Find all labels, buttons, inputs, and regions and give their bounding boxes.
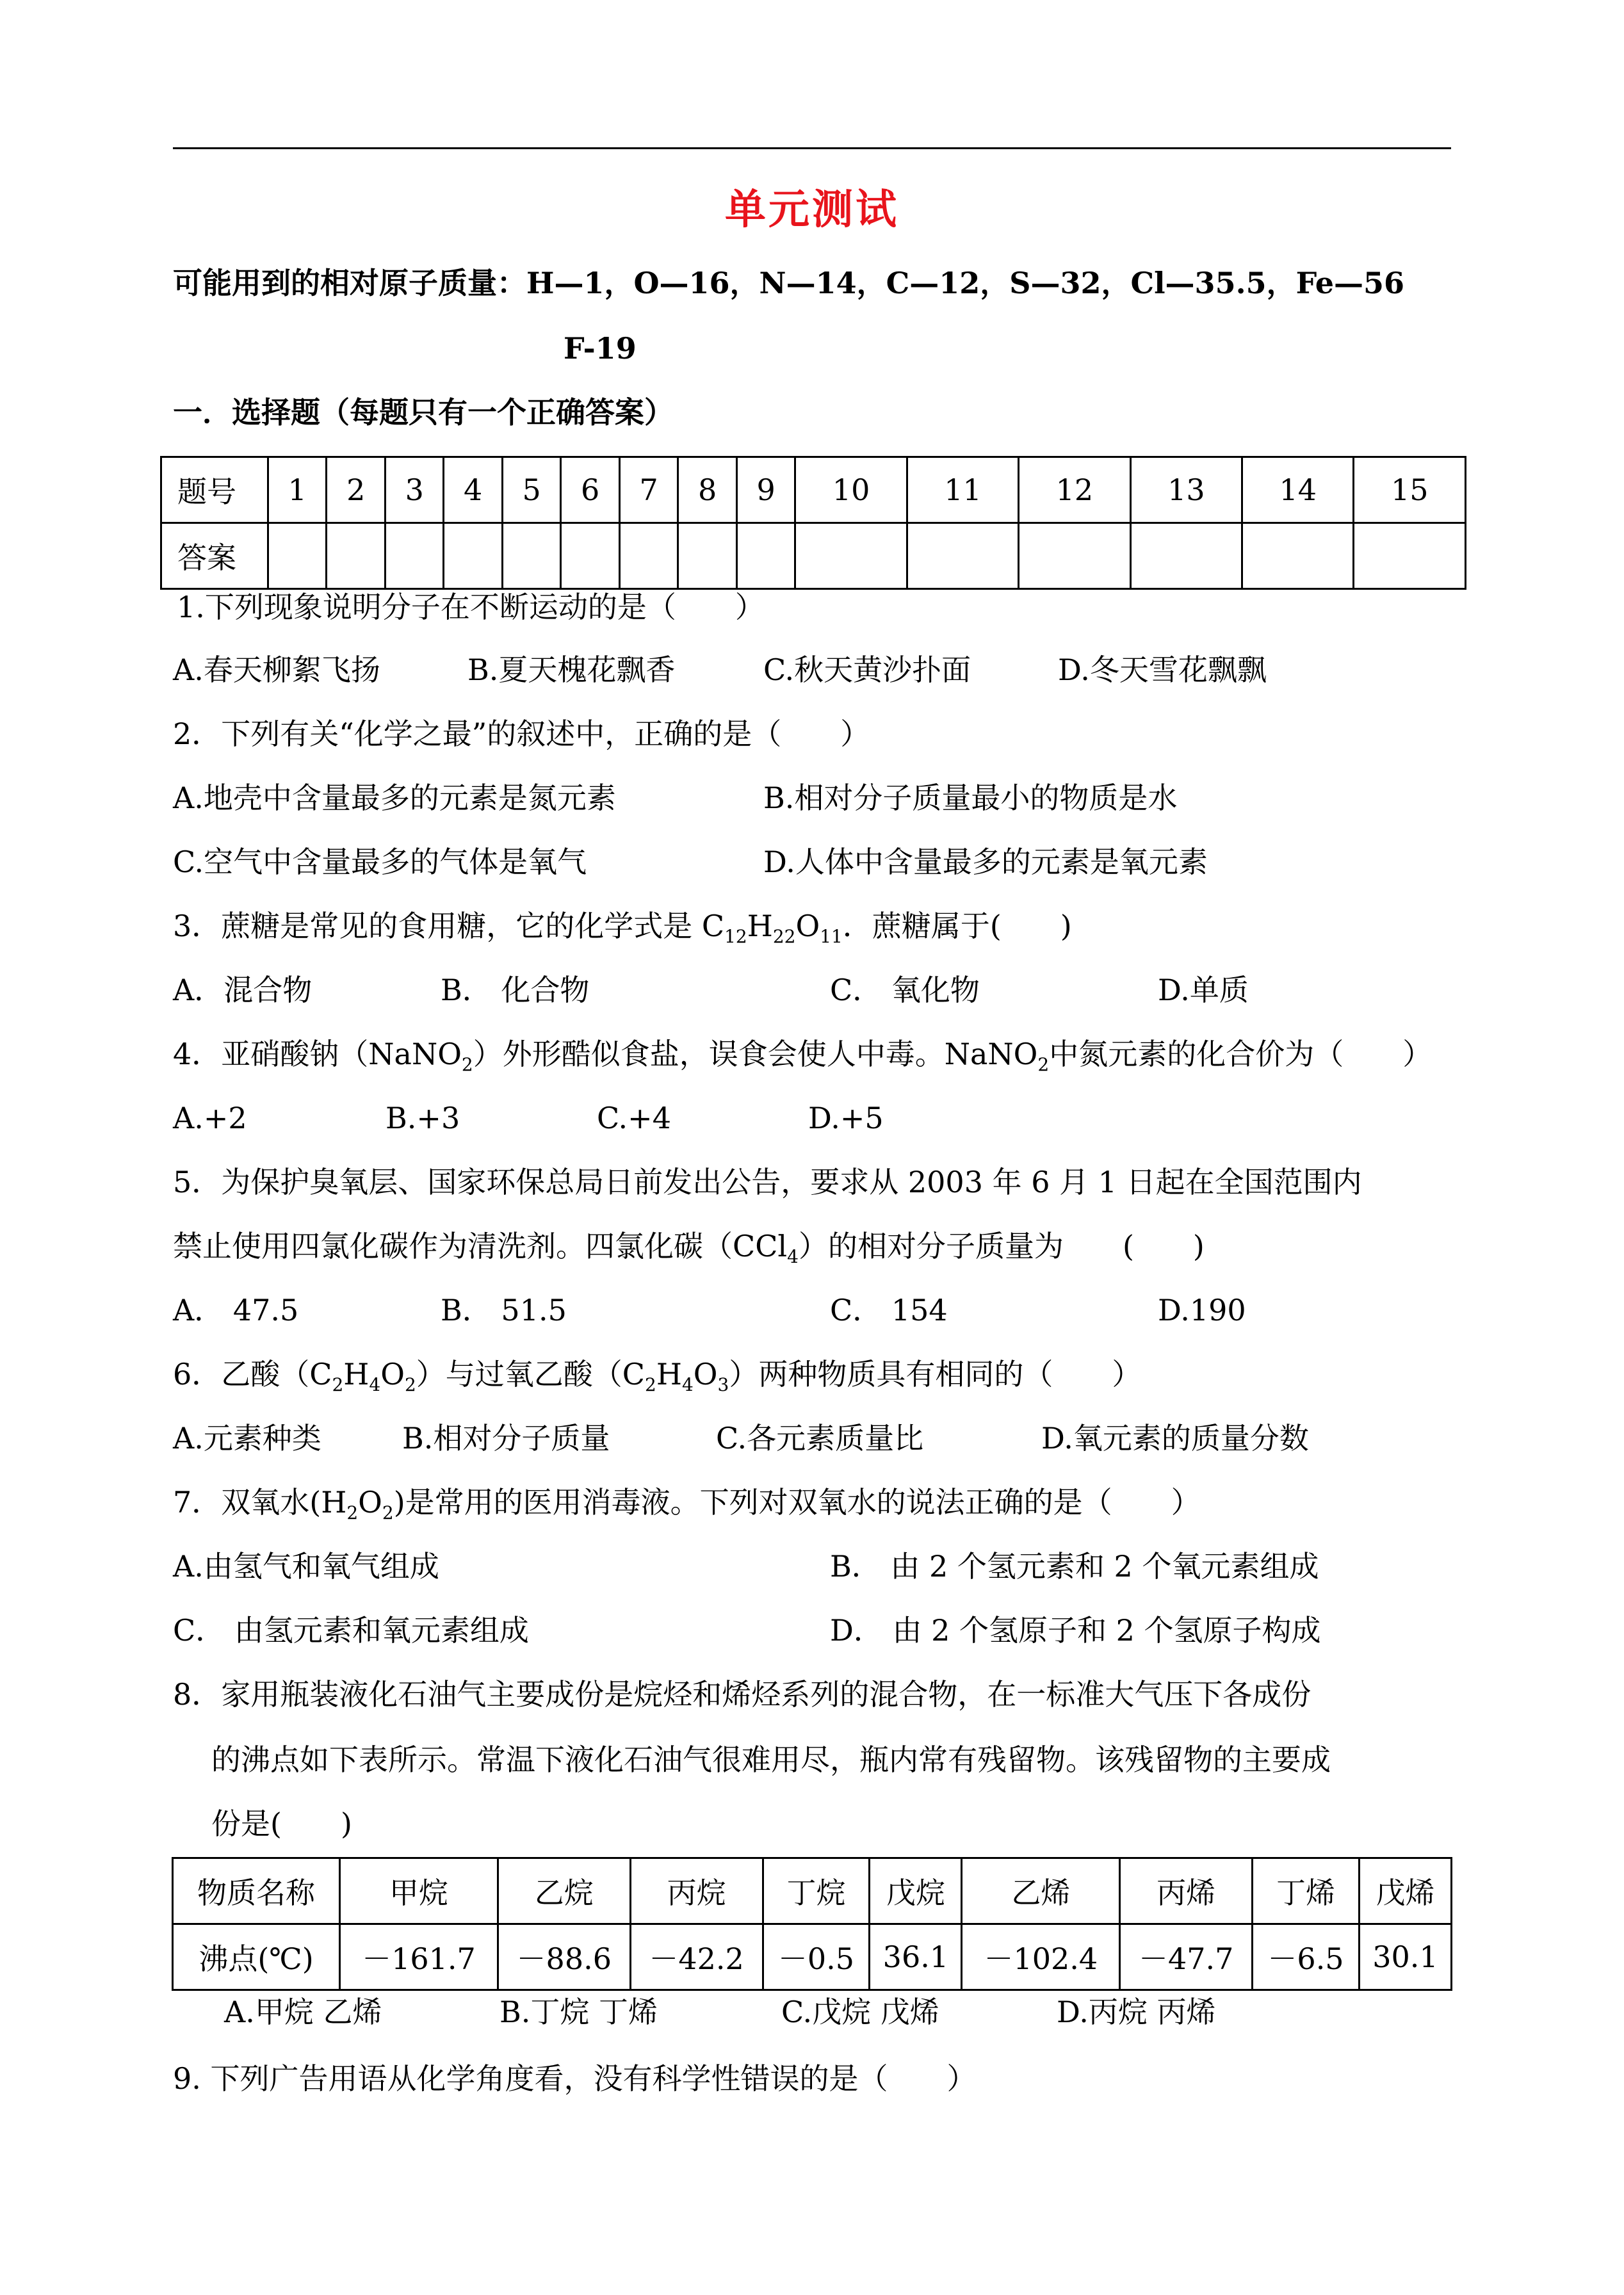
bp-table-value-cell: －6.5 bbox=[1253, 1924, 1360, 1990]
bp-table-value-cell: 30.1 bbox=[1359, 1924, 1451, 1990]
bp-table-name-cell: 丁烯 bbox=[1253, 1858, 1360, 1924]
bp-table-name-cell: 戊烯 bbox=[1359, 1858, 1451, 1924]
q7-option-c[interactable]: C． 由氢元素和氧元素组成 bbox=[173, 1613, 529, 1648]
q2-option-d[interactable]: D.人体中含量最多的元素是氧元素 bbox=[763, 845, 1208, 879]
answer-cell[interactable] bbox=[619, 523, 678, 589]
bp-table-value-cell: －88.6 bbox=[498, 1924, 630, 1990]
question-7-stem: 7．双氧水$(H_2O_2)$是常用的医用消毒液。下列对双氧水的说法正确的是（ ） bbox=[173, 1485, 1201, 1523]
question-number-cell: 10 bbox=[795, 457, 907, 523]
question-6-stem: 6．乙酸$(C_2H_4O_2)$与过氧乙酸$(C_2H_4O_3)$两种物质具有相同的（ ） bbox=[173, 1357, 1142, 1395]
bp-table-name-cell: 丙烯 bbox=[1120, 1858, 1253, 1924]
question-8-stem-line1: 8．家用瓶装液化石油气主要成份是烷烃和烯烃系列的混合物，在一标准大气压下各成份 bbox=[173, 1677, 1311, 1712]
q4-option-b[interactable]: B.+3 bbox=[386, 1101, 460, 1135]
q4-option-a[interactable]: A.+2 bbox=[173, 1101, 247, 1135]
q1-option-b[interactable]: B.夏天槐花飘香 bbox=[467, 653, 676, 687]
q3-option-c[interactable]: C． 氧化物 bbox=[830, 973, 980, 1007]
answer-cell[interactable] bbox=[327, 523, 385, 589]
bp-table-row1-label: 物质名称 bbox=[173, 1858, 340, 1924]
q7-option-b[interactable]: B． 由 2 个氢元素和 2 个氧元素组成 bbox=[830, 1549, 1319, 1584]
question-5-stem-line1: 5．为保护臭氧层、国家环保总局日前发出公告，要求从 2003 年 6 月 1 日起在全国范围内 bbox=[173, 1165, 1362, 1199]
question-number-cell: 6 bbox=[561, 457, 619, 523]
question-number-cell: 13 bbox=[1130, 457, 1242, 523]
q6-option-d[interactable]: D.氧元素的质量分数 bbox=[1041, 1421, 1309, 1456]
answer-cell[interactable] bbox=[385, 523, 443, 589]
boiling-point-table bbox=[172, 1857, 1452, 1991]
q3-option-d[interactable]: D.单质 bbox=[1158, 973, 1249, 1007]
bp-table-row2-label: 沸点(℃) bbox=[173, 1924, 340, 1990]
bp-table-value-cell: －0.5 bbox=[763, 1924, 870, 1990]
q3-option-b[interactable]: B． 化合物 bbox=[441, 973, 590, 1007]
answer-table-number-row bbox=[161, 457, 1466, 523]
q3-option-a[interactable]: A．混合物 bbox=[173, 973, 313, 1007]
q1-option-a[interactable]: A.春天柳絮飞扬 bbox=[173, 653, 380, 687]
question-number-cell: 3 bbox=[385, 457, 443, 523]
bp-table-value-cell: －42.2 bbox=[630, 1924, 763, 1990]
bp-table-name-cell: 丙烷 bbox=[630, 1858, 763, 1924]
answer-table-row2-label: 答案 bbox=[161, 523, 268, 589]
header-rule bbox=[173, 147, 1451, 149]
answer-cell[interactable] bbox=[1242, 523, 1354, 589]
atomic-masses-cont: F-19 bbox=[564, 331, 637, 366]
atomic-masses-label: 可能用到的相对原子质量：H—1，O—16，N—14，C—12，S—32，Cl—35.5，Fe—56 bbox=[173, 266, 1405, 300]
question-number-cell: 12 bbox=[1019, 457, 1130, 523]
question-1-stem: 1.下列现象说明分子在不断运动的是（ ） bbox=[177, 590, 765, 624]
bp-table-name-cell: 甲烷 bbox=[340, 1858, 498, 1924]
q4-option-d[interactable]: D.+5 bbox=[808, 1101, 884, 1135]
question-number-cell: 1 bbox=[268, 457, 327, 523]
bp-table-value-cell: －161.7 bbox=[340, 1924, 498, 1990]
q8-option-c[interactable]: C.戊烷 戊烯 bbox=[781, 1995, 939, 2029]
question-2-stem: 2．下列有关“化学之最”的叙述中，正确的是（ ） bbox=[173, 717, 870, 751]
q5-option-c[interactable]: C． 154 bbox=[830, 1293, 948, 1327]
question-number-cell: 4 bbox=[444, 457, 502, 523]
answer-table-row1-label: 题号 bbox=[161, 457, 268, 523]
question-number-cell: 2 bbox=[327, 457, 385, 523]
answer-cell[interactable] bbox=[795, 523, 907, 589]
answer-cell[interactable] bbox=[268, 523, 327, 589]
question-5-stem-line2: 禁止使用四氯化碳作为清洗剂。四氯化碳（CCl$_4$）的相对分子质量为 ( ) bbox=[173, 1229, 1205, 1267]
section-heading: 一．选择题（每题只有一个正确答案） bbox=[173, 395, 674, 430]
q6-option-b[interactable]: B.相对分子质量 bbox=[402, 1421, 610, 1456]
q2-option-b[interactable]: B.相对分子质量最小的物质是水 bbox=[763, 781, 1178, 815]
q5-option-d[interactable]: D.190 bbox=[1158, 1293, 1246, 1327]
question-number-cell: 15 bbox=[1354, 457, 1466, 523]
answer-table-answer-row bbox=[161, 523, 1466, 589]
answer-cell[interactable] bbox=[1354, 523, 1466, 589]
q8-option-d[interactable]: D.丙烷 丙烯 bbox=[1057, 1995, 1216, 2029]
question-4-stem: 4．亚硝酸钠（NaNO$_2$）外形酷似食盐，误食会使人中毒。NaNO$_2$中氮元素的化合价为（ ） bbox=[173, 1037, 1433, 1075]
q2-option-c[interactable]: C.空气中含量最多的气体是氧气 bbox=[173, 845, 587, 879]
question-3-stem: 3．蔗糖是常见的食用糖，它的化学式是 $C_{12}H_{22}O_{11}$．蔗糖属于( ) bbox=[173, 909, 1072, 947]
answer-table bbox=[160, 456, 1466, 590]
answer-cell[interactable] bbox=[736, 523, 795, 589]
answer-cell[interactable] bbox=[907, 523, 1018, 589]
bp-table-name-cell: 丁烷 bbox=[763, 1858, 870, 1924]
answer-cell[interactable] bbox=[1130, 523, 1242, 589]
q8-option-b[interactable]: B.丁烷 丁烯 bbox=[499, 1995, 658, 2029]
q7-option-a[interactable]: A.由氢气和氧气组成 bbox=[173, 1549, 439, 1584]
q7-option-d[interactable]: D． 由 2 个氢原子和 2 个氢原子构成 bbox=[830, 1613, 1321, 1648]
bp-table-name-cell: 乙烯 bbox=[962, 1858, 1120, 1924]
question-number-cell: 9 bbox=[736, 457, 795, 523]
bp-table-name-row bbox=[173, 1858, 1452, 1924]
question-number-cell: 5 bbox=[502, 457, 560, 523]
q2-option-a[interactable]: A.地壳中含量最多的元素是氮元素 bbox=[173, 781, 616, 815]
q6-option-c[interactable]: C.各元素质量比 bbox=[716, 1421, 924, 1456]
answer-cell[interactable] bbox=[678, 523, 736, 589]
question-number-cell: 11 bbox=[907, 457, 1018, 523]
answer-cell[interactable] bbox=[561, 523, 619, 589]
question-8-stem-line2: 的沸点如下表所示。常温下液化石油气很难用尽，瓶内常有残留物。该残留物的主要成 bbox=[211, 1742, 1331, 1777]
answer-cell[interactable] bbox=[502, 523, 560, 589]
bp-table-value-cell: 36.1 bbox=[870, 1924, 962, 1990]
page-title: 单元测试 bbox=[725, 186, 899, 234]
question-number-cell: 8 bbox=[678, 457, 736, 523]
bp-table-name-cell: 乙烷 bbox=[498, 1858, 630, 1924]
bp-table-value-cell: －102.4 bbox=[962, 1924, 1120, 1990]
question-number-cell: 7 bbox=[619, 457, 678, 523]
q5-option-a[interactable]: A． 47.5 bbox=[173, 1293, 299, 1327]
question-8-stem-line3: 份是( ) bbox=[211, 1806, 352, 1841]
bp-table-value-row bbox=[173, 1924, 1452, 1990]
q8-option-a[interactable]: A.甲烷 乙烯 bbox=[224, 1995, 382, 2029]
bp-table-name-cell: 戊烷 bbox=[870, 1858, 962, 1924]
q1-option-d[interactable]: D.冬天雪花飘飘 bbox=[1058, 653, 1267, 687]
q4-option-c[interactable]: C.+4 bbox=[597, 1101, 671, 1135]
q5-option-b[interactable]: B． 51.5 bbox=[441, 1293, 567, 1327]
question-number-cell: 14 bbox=[1242, 457, 1354, 523]
answer-cell[interactable] bbox=[444, 523, 502, 589]
bp-table-value-cell: －47.7 bbox=[1120, 1924, 1253, 1990]
q1-option-c[interactable]: C.秋天黄沙扑面 bbox=[763, 653, 971, 687]
question-9-stem: 9. 下列广告用语从化学角度看，没有科学性错误的是（ ） bbox=[173, 2061, 977, 2096]
q6-option-a[interactable]: A.元素种类 bbox=[173, 1421, 321, 1456]
answer-cell[interactable] bbox=[1019, 523, 1130, 589]
